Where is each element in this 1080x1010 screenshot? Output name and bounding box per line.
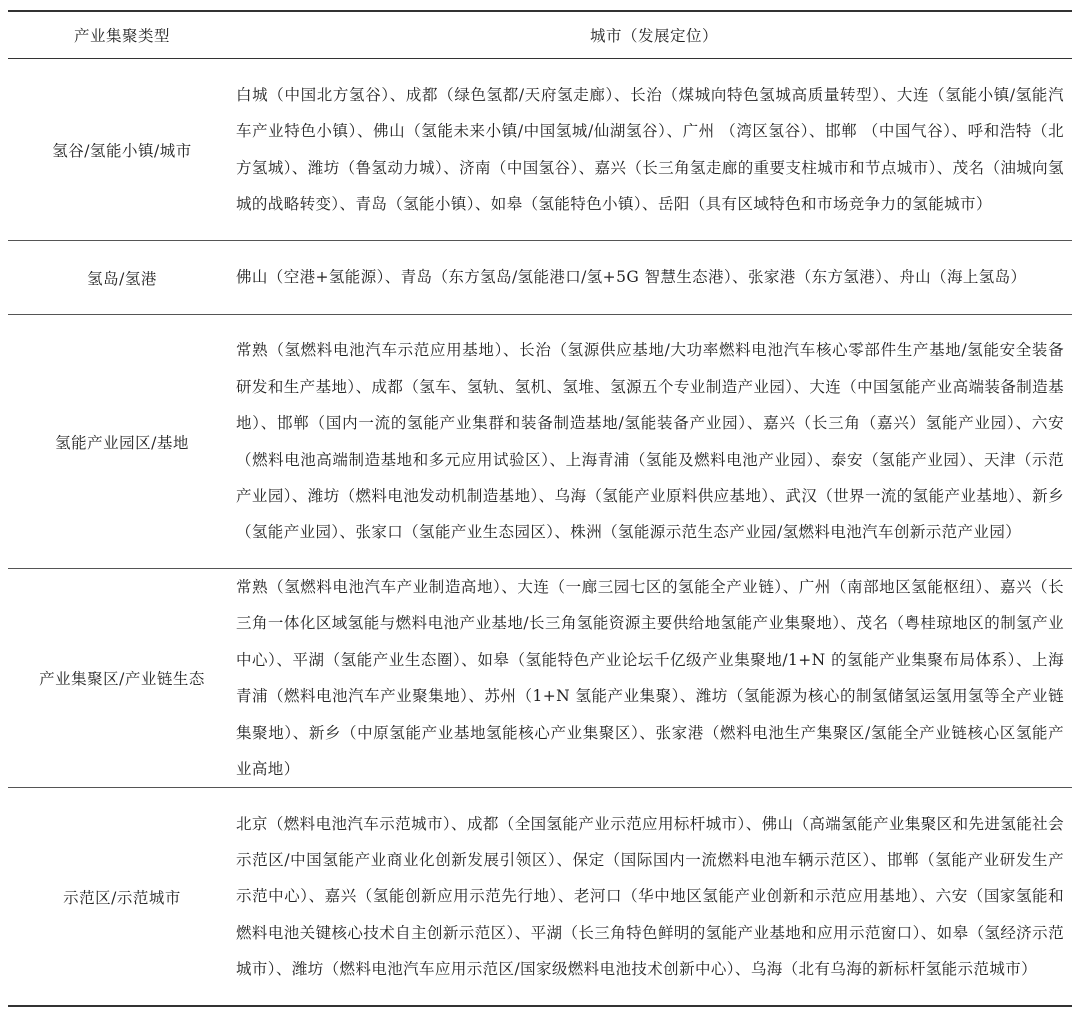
table-body — [8, 59, 1072, 1006]
header-city-positioning: 城市（发展定位） — [589, 27, 718, 45]
cluster-type-cell: 氢岛/氢港 — [87, 269, 157, 288]
city-list-cell: 佛山（空港+氢能源）、青岛（东方氢岛/氢能港口/氢+5G 智慧生态港）、张家港（东方氢港）、舟山（海上氢岛） — [236, 268, 1027, 287]
hydrogen-cluster-table — [8, 10, 1072, 1007]
city-list-cell: 常熟（氢燃料电池汽车示范应用基地）、长治（氢源供应基地/大功率燃料电池汽车核心零部件生产基地/氢能安全装备研发和生产基地）、成都（氢车、氢轨、氢机、氢堆、氢源五个专业制造产业园）、大连（中国氢能产业高端装备制造基地）、邯郸（国内一流的氢能产业集群和装备制造基地/氢能装备产业园）、嘉兴（长三角（嘉兴）氢能产业园）、六安（燃料电池高端制造基地和多元应用试验区）、上海青浦（氢能及燃料电池产业园）、泰安（氢能产业园）、天津（示范产业园）、潍坊（燃料电池发动机制造基地）、乌海（氢能产业原料供应基地）、武汉（世界一流的氢能产业基地）、新乡（氢能产业园）、张家口（氢能产业生态园区）、株洲（氢能源示范生态产业园/氢燃料电池汽车创新示范产业园） — [236, 341, 1064, 542]
table-header — [8, 11, 1072, 59]
cluster-type-cell: 氢谷/氢能小镇/城市 — [52, 141, 192, 160]
cluster-type-cell: 示范区/示范城市 — [63, 888, 181, 907]
city-list-cell: 北京（燃料电池汽车示范城市）、成都（全国氢能产业示范应用标杆城市）、佛山（高端氢能产业集聚区和先进氢能社会示范区/中国氢能产业商业化创新发展引领区）、保定（国际国内一流燃料电池车辆示范区）、邯郸（氢能产业研发生产示范中心）、嘉兴（氢能创新应用示范先行地）、老河口（华中地区氢能产业创新和示范应用基地）、六安（国家氢能和燃料电池关键核心技术自主创新示范区）、平湖（长三角特色鲜明的氢能产业基地和应用示范窗口）、如皋（氢经济示范城市）、潍坊（燃料电池汽车应用示范区/国家级燃料电池技术创新中心）、乌海（北有乌海的新标杆氢能示范城市） — [236, 814, 1064, 979]
table-row — [8, 315, 1072, 569]
table-row — [8, 241, 1072, 315]
header-cluster-type: 产业集聚类型 — [73, 27, 170, 45]
header-row — [8, 11, 1072, 59]
table-row — [8, 569, 1072, 788]
table-row — [8, 59, 1072, 241]
table-row — [8, 788, 1072, 1006]
city-list-cell: 常熟（氢燃料电池汽车产业制造高地）、大连（一廊三园七区的氢能全产业链）、广州（南部地区氢能枢纽）、嘉兴（长三角一体化区域氢能与燃料电池产业基地/长三角氢能资源主要供给地氢能产业集聚地）、茂名（粤桂琼地区的制氢产业中心）、平湖（氢能产业生态圈）、如皋（氢能特色产业论坛千亿级产业集聚地/1+N 的氢能产业集聚布局体系）、上海青浦（燃料电池汽车产业聚集地）、苏州（1+N 氢能产业集聚）、潍坊（氢能源为核心的制氢储氢运氢用氢等全产业链集聚地）、新乡（中原氢能产业基地氢能核心产业集聚区）、张家港（燃料电池生产集聚区/氢能全产业链核心区氢能产业高地） — [236, 578, 1064, 779]
city-list-cell: 白城（中国北方氢谷）、成都（绿色氢都/天府氢走廊）、长治（煤城向特色氢城高质量转型）、大连（氢能小镇/氢能汽车产业特色小镇）、佛山（氢能未来小镇/中国氢城/仙湖氢谷）、广州 （湾区氢谷）、邯郸 （中国气谷）、呼和浩特（北方氢城）、潍坊（鲁氢动力城）、济南（中国氢谷）、嘉兴（长三角氢走廊的重要支柱城市和节点城市）、茂名（油城向氢城的战略转变）、青岛（氢能小镇）、如皋（氢能特色小镇）、岳阳（具有区域特色和市场竞争力的氢能城市） — [236, 85, 1064, 213]
cluster-type-cell: 产业集聚区/产业链生态 — [39, 670, 205, 689]
cluster-type-cell: 氢能产业园区/基地 — [55, 433, 189, 452]
